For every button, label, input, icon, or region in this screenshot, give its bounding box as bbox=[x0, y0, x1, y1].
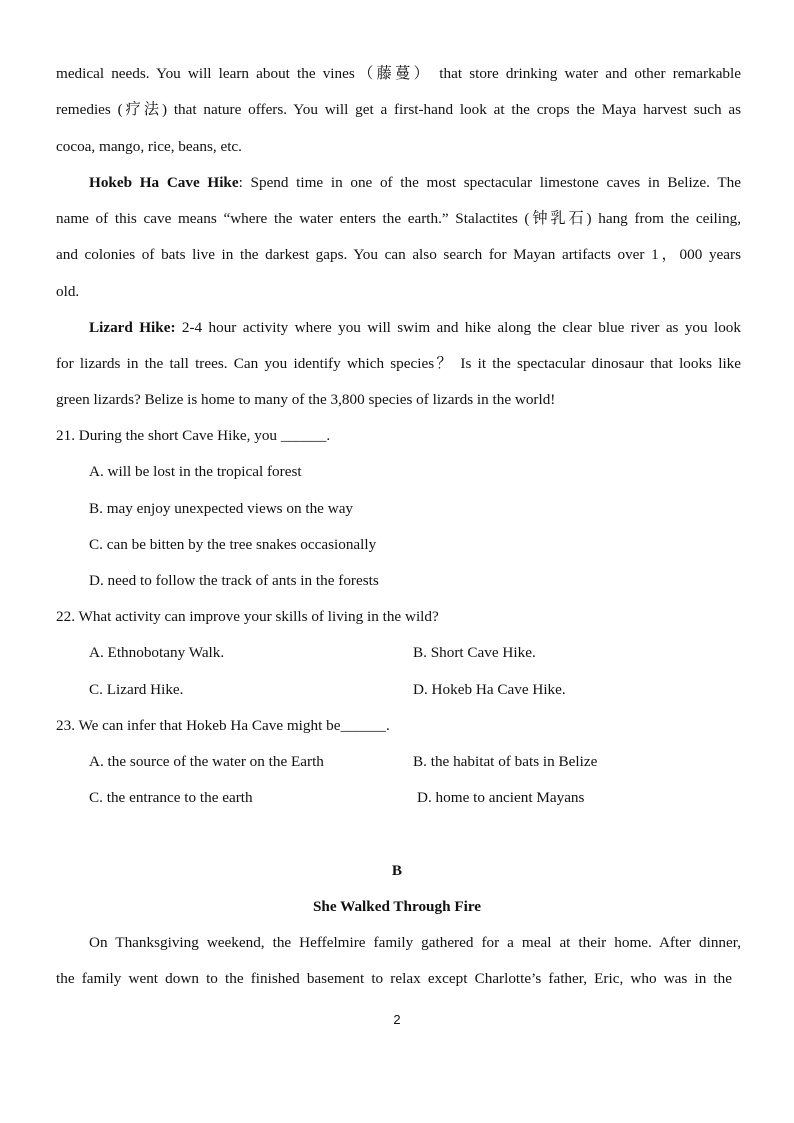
lizard-text: 2-4 hour activity where you will swim and hike along the clear blue river as you look bbox=[175, 319, 741, 336]
hokeb-paragraph-first-line bbox=[89, 173, 741, 193]
question-21-option-b: B. may enjoy unexpected views on the way bbox=[89, 500, 354, 517]
question-23-option-c: C. the entrance to the earth bbox=[89, 789, 253, 806]
section-label: B bbox=[391, 862, 403, 879]
question-21-option-d: D. need to follow the track of ants in the forests bbox=[89, 572, 379, 589]
paragraph-line: remedies (疗法) that nature offers. You will get a first-hand look at the crops the Maya harvest such as bbox=[56, 101, 741, 118]
page-number: 2 bbox=[393, 1012, 401, 1027]
paragraph-line: medical needs. You will learn about the vines（藤蔓） that store drinking water and other remarkable bbox=[56, 65, 741, 82]
question-23-option-a: A. the source of the water on the Earth bbox=[89, 753, 324, 770]
hokeb-text: : Spend time in one of the most spectacular limestone caves in Belize. The bbox=[238, 174, 741, 191]
lizard-title: Lizard Hike: bbox=[89, 319, 176, 336]
question-23-option-d: D. home to ancient Mayans bbox=[417, 789, 585, 806]
lizard-paragraph-first-line bbox=[89, 318, 741, 338]
question-22-option-b: B. Short Cave Hike. bbox=[413, 644, 536, 661]
paragraph-line: green lizards? Belize is home to many of the 3,800 species of lizards in the world! bbox=[56, 391, 556, 408]
question-23-stem: 23. We can infer that Hokeb Ha Cave might be______. bbox=[56, 717, 390, 734]
question-22-option-a: A. Ethnobotany Walk. bbox=[89, 644, 225, 661]
question-21-stem: 21. During the short Cave Hike, you ______. bbox=[56, 427, 331, 444]
paragraph-line: and colonies of bats live in the darkest gaps. You can also search for Mayan artifacts over 1，000 years bbox=[56, 246, 741, 263]
paragraph-line: the family went down to the finished basement to relax except Charlotte’s father, Eric, who was in the bbox=[56, 970, 732, 987]
paragraph-line: name of this cave means “where the water enters the earth.” Stalactites (钟乳石) hang from the ceiling, bbox=[56, 210, 741, 227]
paragraph-line: for lizards in the tall trees. Can you identify which species？ Is it the spectacular dinosaur that looks like bbox=[56, 355, 741, 372]
question-22-option-c: C. Lizard Hike. bbox=[89, 681, 184, 698]
question-22-option-d: D. Hokeb Ha Cave Hike. bbox=[413, 681, 566, 698]
paragraph-line: On Thanksgiving weekend, the Heffelmire family gathered for a meal at their home. After dinner, bbox=[89, 934, 741, 951]
question-21-option-c: C. can be bitten by the tree snakes occasionally bbox=[89, 536, 377, 553]
question-22-stem: 22. What activity can improve your skills of living in the wild? bbox=[56, 608, 439, 625]
paragraph-line: old. bbox=[56, 283, 80, 300]
question-23-option-b: B. the habitat of bats in Belize bbox=[413, 753, 598, 770]
passage-title: She Walked Through Fire bbox=[312, 898, 482, 915]
question-21-option-a: A. will be lost in the tropical forest bbox=[89, 463, 302, 480]
hokeb-title: Hokeb Ha Cave Hike bbox=[89, 174, 239, 191]
paragraph-line: cocoa, mango, rice, beans, etc. bbox=[56, 138, 242, 155]
